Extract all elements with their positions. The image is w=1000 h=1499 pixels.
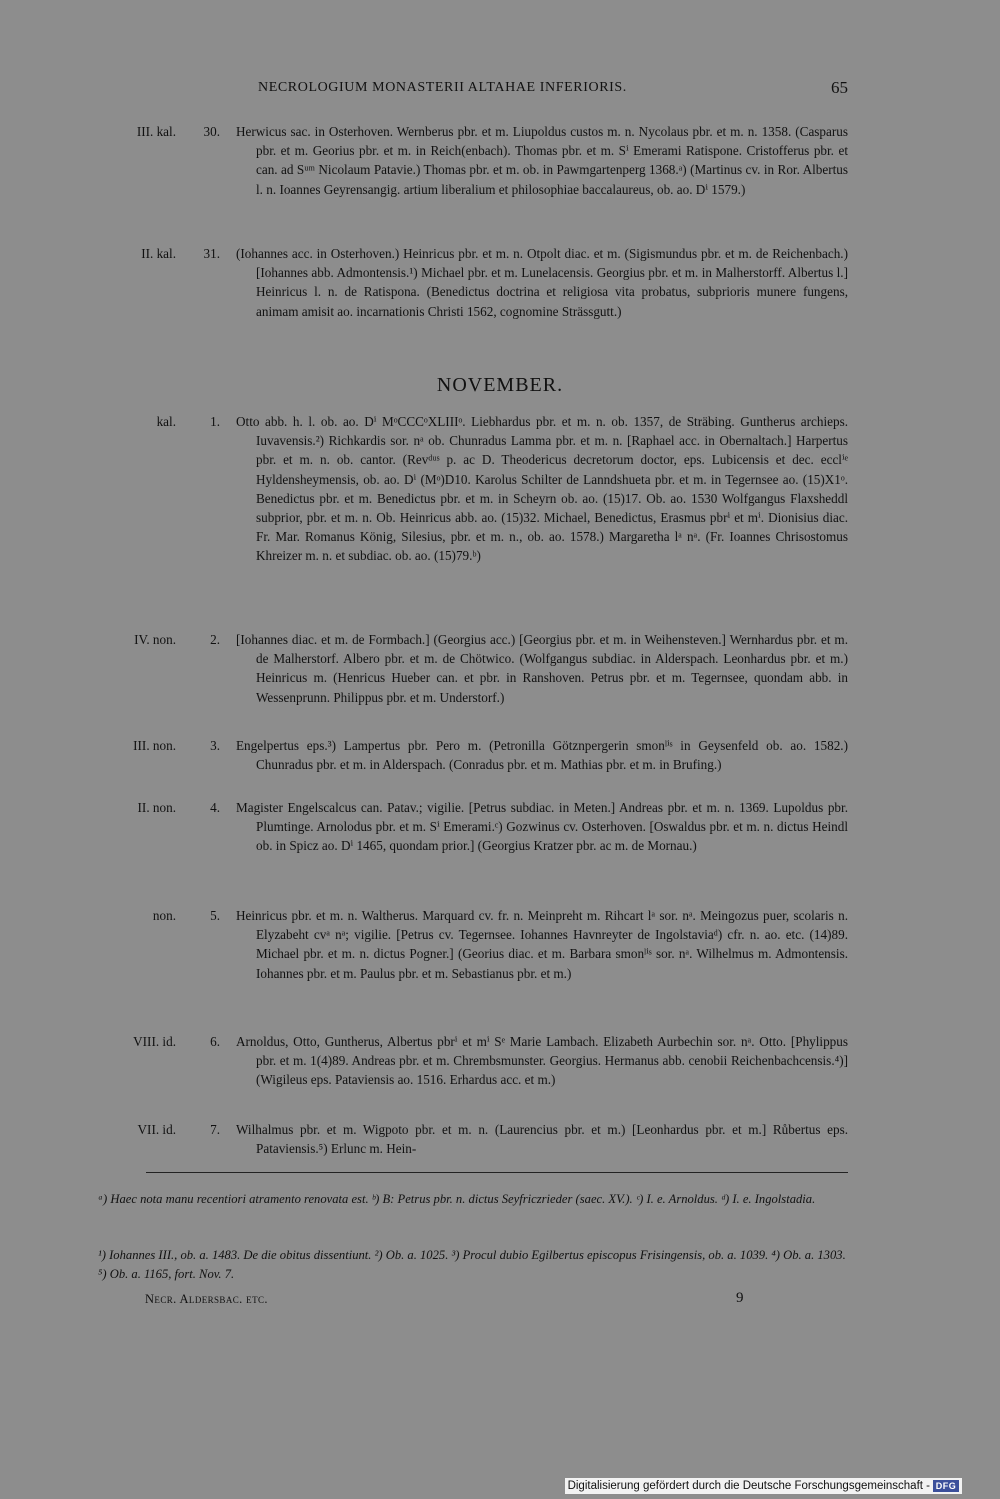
- entry-date: VIII. id.: [133, 1034, 176, 1049]
- footnotes-numbers: ¹) Iohannes III., ob. a. 1483. De die obitus dissentiunt. ²) Ob. a. 1025. ³) Procul dubio Egilbertus episcopus Frisingensis, ob. a. 1039. ⁴) Ob. a. 1303. ⁵) Ob. a. 1165, fort. Nov. 7.: [98, 1248, 846, 1281]
- dfg-logo-icon: DFG: [933, 1480, 959, 1492]
- entry-nov-1: [80, 412, 848, 566]
- entry-date: II. kal.: [141, 246, 176, 261]
- entry-day: 31.: [203, 246, 220, 261]
- entry-text: Wilhalmus pbr. et m. Wigpoto pbr. et m. n. (Laurencius pbr. et m.) [Leonhardus pbr. et m.] Růbertus eps. Pataviensis.⁵) Erlunc m. Hein-: [236, 1122, 848, 1157]
- entry-text: Arnoldus, Otto, Guntherus, Albertus pbrⁱ et mⁱ Sᵉ Marie Lambach. Elizabeth Aurbechin sor. nᵃ. Otto. [Phylippus pbr. et m. 1(4)89. Andreas pbr. et m. Chrembsmunster. Georgius. Hermanus abb. cenobii Reichenbachcensis.⁴)] (Wigileus eps. Pataviensis ao. 1516. Erhardus acc. et m.): [236, 1034, 848, 1088]
- footnote-divider: [146, 1172, 848, 1173]
- entry-date: VII. id.: [137, 1122, 176, 1137]
- entry-nov-7: [80, 1120, 848, 1158]
- entry-day: 6.: [210, 1034, 220, 1049]
- entry-text: (Iohannes acc. in Osterhoven.) Heinricus pbr. et m. n. Otpolt diac. et m. (Sigismundus pbr. et m. de Reichenbach.) [Iohannes abb. Admontensis.¹) Michael pbr. et m. Lunelacensis. Georgius pbr. et m. in Malherstorff. Albertus l.] Heinricus l. n. de Ratispona. (Benedictus doctrina et religiosa vita probatus, subprioris munere fungens, animam amisit ao. incarnationis Christi 1562, cognomine Strässgutt.): [236, 246, 848, 319]
- signature-mark: Necr. Aldersbac. etc.: [145, 1292, 268, 1306]
- entry-date: III. kal.: [136, 124, 176, 139]
- entry-day: 7.: [210, 1122, 220, 1137]
- footnotes-letters: ᵃ) Haec nota manu recentiori atramento renovata est. ᵇ) B: Petrus pbr. n. dictus Seyfriczrieder (saec. XV.). ᶜ) I. e. Arnoldus. ᵈ) I. e. Ingolstadia.: [98, 1192, 816, 1206]
- entry-nov-30-oct: [80, 122, 848, 199]
- entry-nov-3: [80, 736, 848, 774]
- entry-text: [Iohannes diac. et m. de Formbach.] (Georgius acc.) [Georgius pbr. et m. in Weihensteven.] Wernhardus pbr. et m. de Malherstorf. Albero pbr. et m. de Chötwico. (Wolfgangus subdiac. in Alderspach. Leonhardus pbr. et m.) Heinricus m. (Henricus Hueber can. et pbr. in Ranshoven. Petrus pbr. et m. Tegernsee, quondam abb. in Wessenprunn. Philippus pbr. et m. Understorf.): [236, 632, 848, 705]
- entry-day: 30.: [203, 124, 220, 139]
- entry-nov-5: [80, 906, 848, 983]
- page-header: [258, 76, 848, 106]
- entry-day: 5.: [210, 908, 220, 923]
- page-number: 65: [831, 78, 848, 97]
- entry-date: kal.: [156, 414, 176, 429]
- sheet-number: 9: [736, 1290, 744, 1306]
- month-heading: NOVEMBER.: [436, 374, 564, 396]
- entry-text: Magister Engelscalcus can. Patav.; vigilie. [Petrus subdiac. in Meten.] Andreas pbr. et m. n. 1369. Lupoldus pbr. Plumtinge. Arnolodus pbr. et m. Sⁱ Emerami.ᶜ) Gozwinus cv. Osterhoven. [Oswaldus pbr. et m. n. dictus Heindl ob. in Spicz ao. Dⁱ 1465, quondam prior.] (Georgius Kratzer pbr. ac m. de Mornau.): [236, 800, 848, 854]
- entry-date: III. non.: [133, 738, 176, 753]
- credit-banner: [565, 1478, 962, 1494]
- entry-nov-6: [80, 1032, 848, 1090]
- entry-date: II. non.: [137, 800, 176, 815]
- entry-day: 3.: [210, 738, 220, 753]
- entry-nov-4: [80, 798, 848, 856]
- entry-date: IV. non.: [134, 632, 176, 647]
- entry-day: 2.: [210, 632, 220, 647]
- entry-text: Herwicus sac. in Osterhoven. Wernberus pbr. et m. Liupoldus custos m. n. Nycolaus pbr. et m. n. 1358. (Casparus pbr. et m. Georius pbr. et m. in Reich(enbach). Thomas pbr. et m. Sⁱ Emerami Ratispone. Cristofferus pbr. et can. ad Sᵘᵐ Nicolaum Patavie.) Thomas pbr. et m. ob. in Pawmgartenperg 1368.ᵃ) (Martinus cv. in Ror. Albertus l. n. Ioannes Geyrensangig. artium liberalium et philosophiae baccalaureus, ob. ao. Dⁱ 1579.): [236, 124, 848, 197]
- entry-day: 4.: [210, 800, 220, 815]
- entry-text: Heinricus pbr. et m. n. Waltherus. Marquard cv. fr. n. Meinpreht m. Rihcart lᵃ sor. nᵃ. Meingozus puer, scolaris n. Elyzabeht cvᵃ nᵃ; vigilie. [Petrus cv. Tegernsee. Iohannes Havnreyter de Ingolstaviaᵈ) cfr. n. ao. etc. (14)89. Michael pbr. et m. n. dictus Pogner.] (Georius diac. et m. Barbara smonˡⁱˢ sor. nᵃ. Wilhelmus m. Admontensis. Iohannes pbr. et m. Paulus pbr. et m. Sebastianus pbr. et m.): [236, 908, 848, 981]
- entry-oct-31: [80, 244, 848, 321]
- credit-text: Digitalisierung gefördert durch die Deutsche Forschungsgemeinschaft -: [567, 1480, 930, 1492]
- entry-text: Engelpertus eps.³) Lampertus pbr. Pero m. (Petronilla Götznpergerin smonˡⁱˢ in Geysenfeld ob. ao. 1582.) Chunradus pbr. et m. in Alderspach. (Conradus pbr. et m. Mathias pbr. et m. in Brufing.): [236, 738, 848, 773]
- entry-day: 1.: [210, 414, 220, 429]
- running-title: NECROLOGIUM MONASTERII ALTAHAE INFERIORIS.: [258, 80, 627, 95]
- entry-text: Otto abb. h. l. ob. ao. Dⁱ MᵒCCCᵒXLIIIᵒ. Liebhardus pbr. et m. n. ob. 1357, de Sträbing. Guntherus archieps. Iuvavensis.²) Richkardis sor. nᵃ ob. Chunradus Lamma pbr. et m. n. [Raphael acc. in Obernaltach.] Harpertus pbr. et m. n. ob. cantor. (Revᵈᵘˢ p. ac D. Theodericus decretorum doctor, eps. Lubicensis et dec. ecclⁱᵉ Hyldensheymensis, ob. ao. Dⁱ (Mᵒ)D10. Karolus Schilter de Lanndshueta pbr. et m. in Tegernsee ao. (15)X1ᵒ. Benedictus pbr. et m. Benedictus pbr. et m. in Scheyrn ob. ao. (15)17. Ob. ao. 1530 Wolfgangus Flaxsheddl subprior, pbr. et m. n. Ob. Heinricus abb. ao. (15)32. Michael, Benedictus, Erasmus pbrⁱ et mⁱ. Dionisius diac. Fr. Mar. Romanus König, Silesius, pbr. et m. n., ob. ao. 1578.) Margaretha lᵃ nᵃ. (Fr. Ioannes Chrisostomus Khreizer m. n. et subdiac. ob. ao. (15)79.ᵇ): [236, 414, 848, 564]
- entry-date: non.: [152, 908, 176, 923]
- entry-nov-2: [80, 630, 848, 707]
